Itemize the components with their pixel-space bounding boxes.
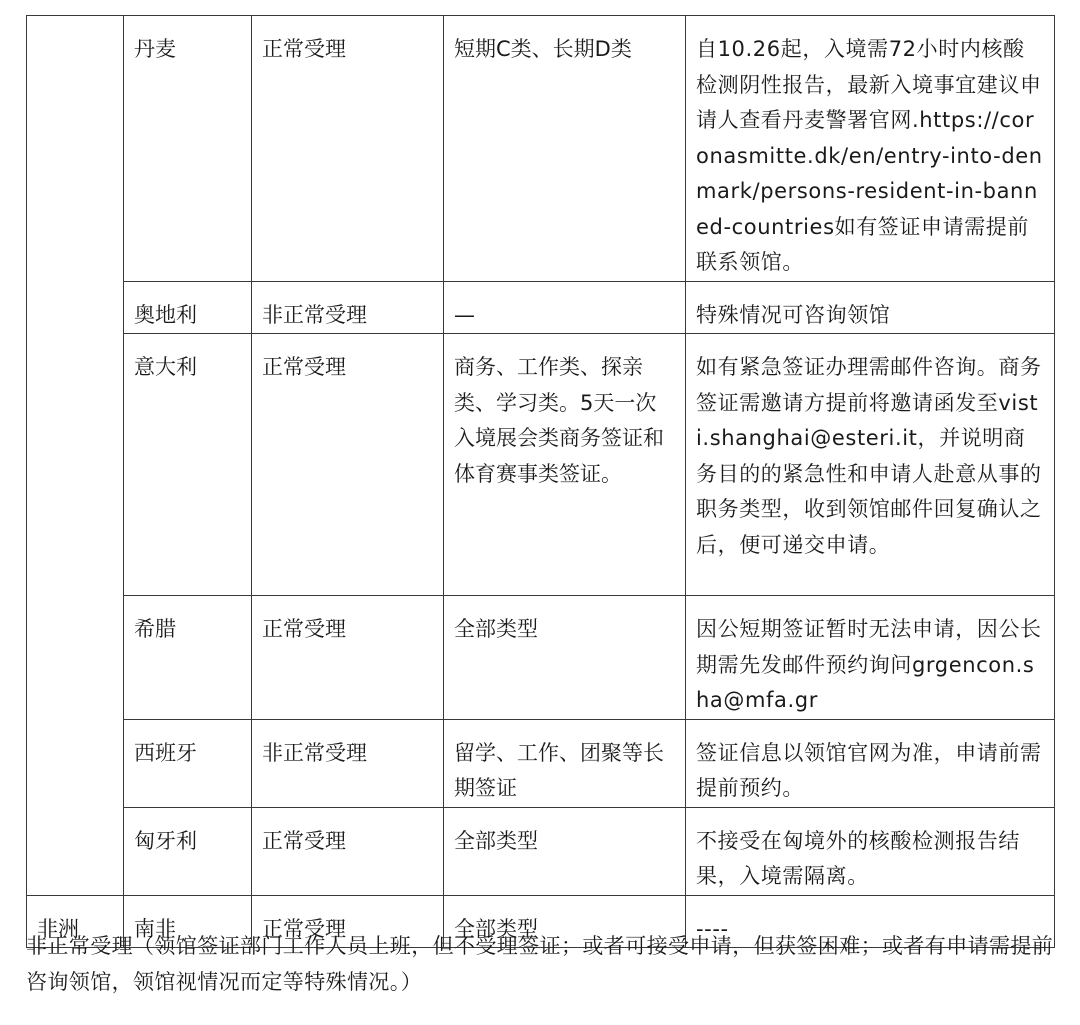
table-row	[27, 334, 1055, 596]
notes-cell: 因公短期签证暂时无法申请，因公长期需先发邮件预约询问grgencon.sha@mfa.gr	[686, 596, 1055, 720]
country-cell: 南非	[124, 895, 252, 948]
footnote: 非正常受理（领馆签证部门工作人员上班，但不受理签证；或者可接受申请，但获签困难；或者有申请需提前咨询领馆，领馆视情况而定等特殊情况。）	[26, 934, 1054, 994]
status-cell: 正常受理	[252, 16, 444, 282]
country-cell: 丹麦	[124, 16, 252, 282]
status-cell: 正常受理	[252, 596, 444, 720]
table-row	[27, 596, 1055, 720]
visa-types-cell: 留学、工作、团聚等长期签证	[444, 719, 686, 807]
table-row	[27, 719, 1055, 807]
visa-types-cell: 全部类型	[444, 596, 686, 720]
notes-cell: 自10.26起，入境需72小时内核酸检测阴性报告，最新入境事宜建议申请人查看丹麦警署官网.https://coronasmitte.dk/en/entry-into-denmark/persons-resident-in-banned-countries如有签证申请需提前联系领馆。	[686, 16, 1055, 282]
notes-cell: 不接受在匈境外的核酸检测报告结果，入境需隔离。	[686, 807, 1055, 895]
region-cell	[27, 16, 124, 896]
status-cell: 正常受理	[252, 334, 444, 596]
status-cell: 正常受理	[252, 807, 444, 895]
visa-types-cell: 全部类型	[444, 895, 686, 948]
table-row	[27, 807, 1055, 895]
status-cell: 非正常受理	[252, 719, 444, 807]
visa-types-cell: 短期C类、长期D类	[444, 16, 686, 282]
visa-types-cell: —	[444, 281, 686, 334]
visa-types-cell: 商务、工作类、探亲类、学习类。5天一次入境展会类商务签证和体育赛事类签证。	[444, 334, 686, 596]
country-cell: 意大利	[124, 334, 252, 596]
status-cell: 正常受理	[252, 895, 444, 948]
visa-types-cell: 全部类型	[444, 807, 686, 895]
notes-cell: 如有紧急签证办理需邮件咨询。商务签证需邀请方提前将邀请函发至visti.shanghai@esteri.it，并说明商务目的的紧急性和申请人赴意从事的职务类型，收到领馆邮件回复确认之后，便可递交申请。	[686, 334, 1055, 596]
notes-cell: ----	[686, 895, 1055, 948]
notes-cell: 特殊情况可咨询领馆	[686, 281, 1055, 334]
visa-table	[26, 15, 1055, 948]
country-cell: 希腊	[124, 596, 252, 720]
country-cell: 奥地利	[124, 281, 252, 334]
country-cell: 匈牙利	[124, 807, 252, 895]
table-row	[27, 281, 1055, 334]
notes-cell: 签证信息以领馆官网为准，申请前需提前预约。	[686, 719, 1055, 807]
country-cell: 西班牙	[124, 719, 252, 807]
region-cell: 非洲	[27, 895, 124, 948]
status-cell: 非正常受理	[252, 281, 444, 334]
table-row	[27, 16, 1055, 282]
